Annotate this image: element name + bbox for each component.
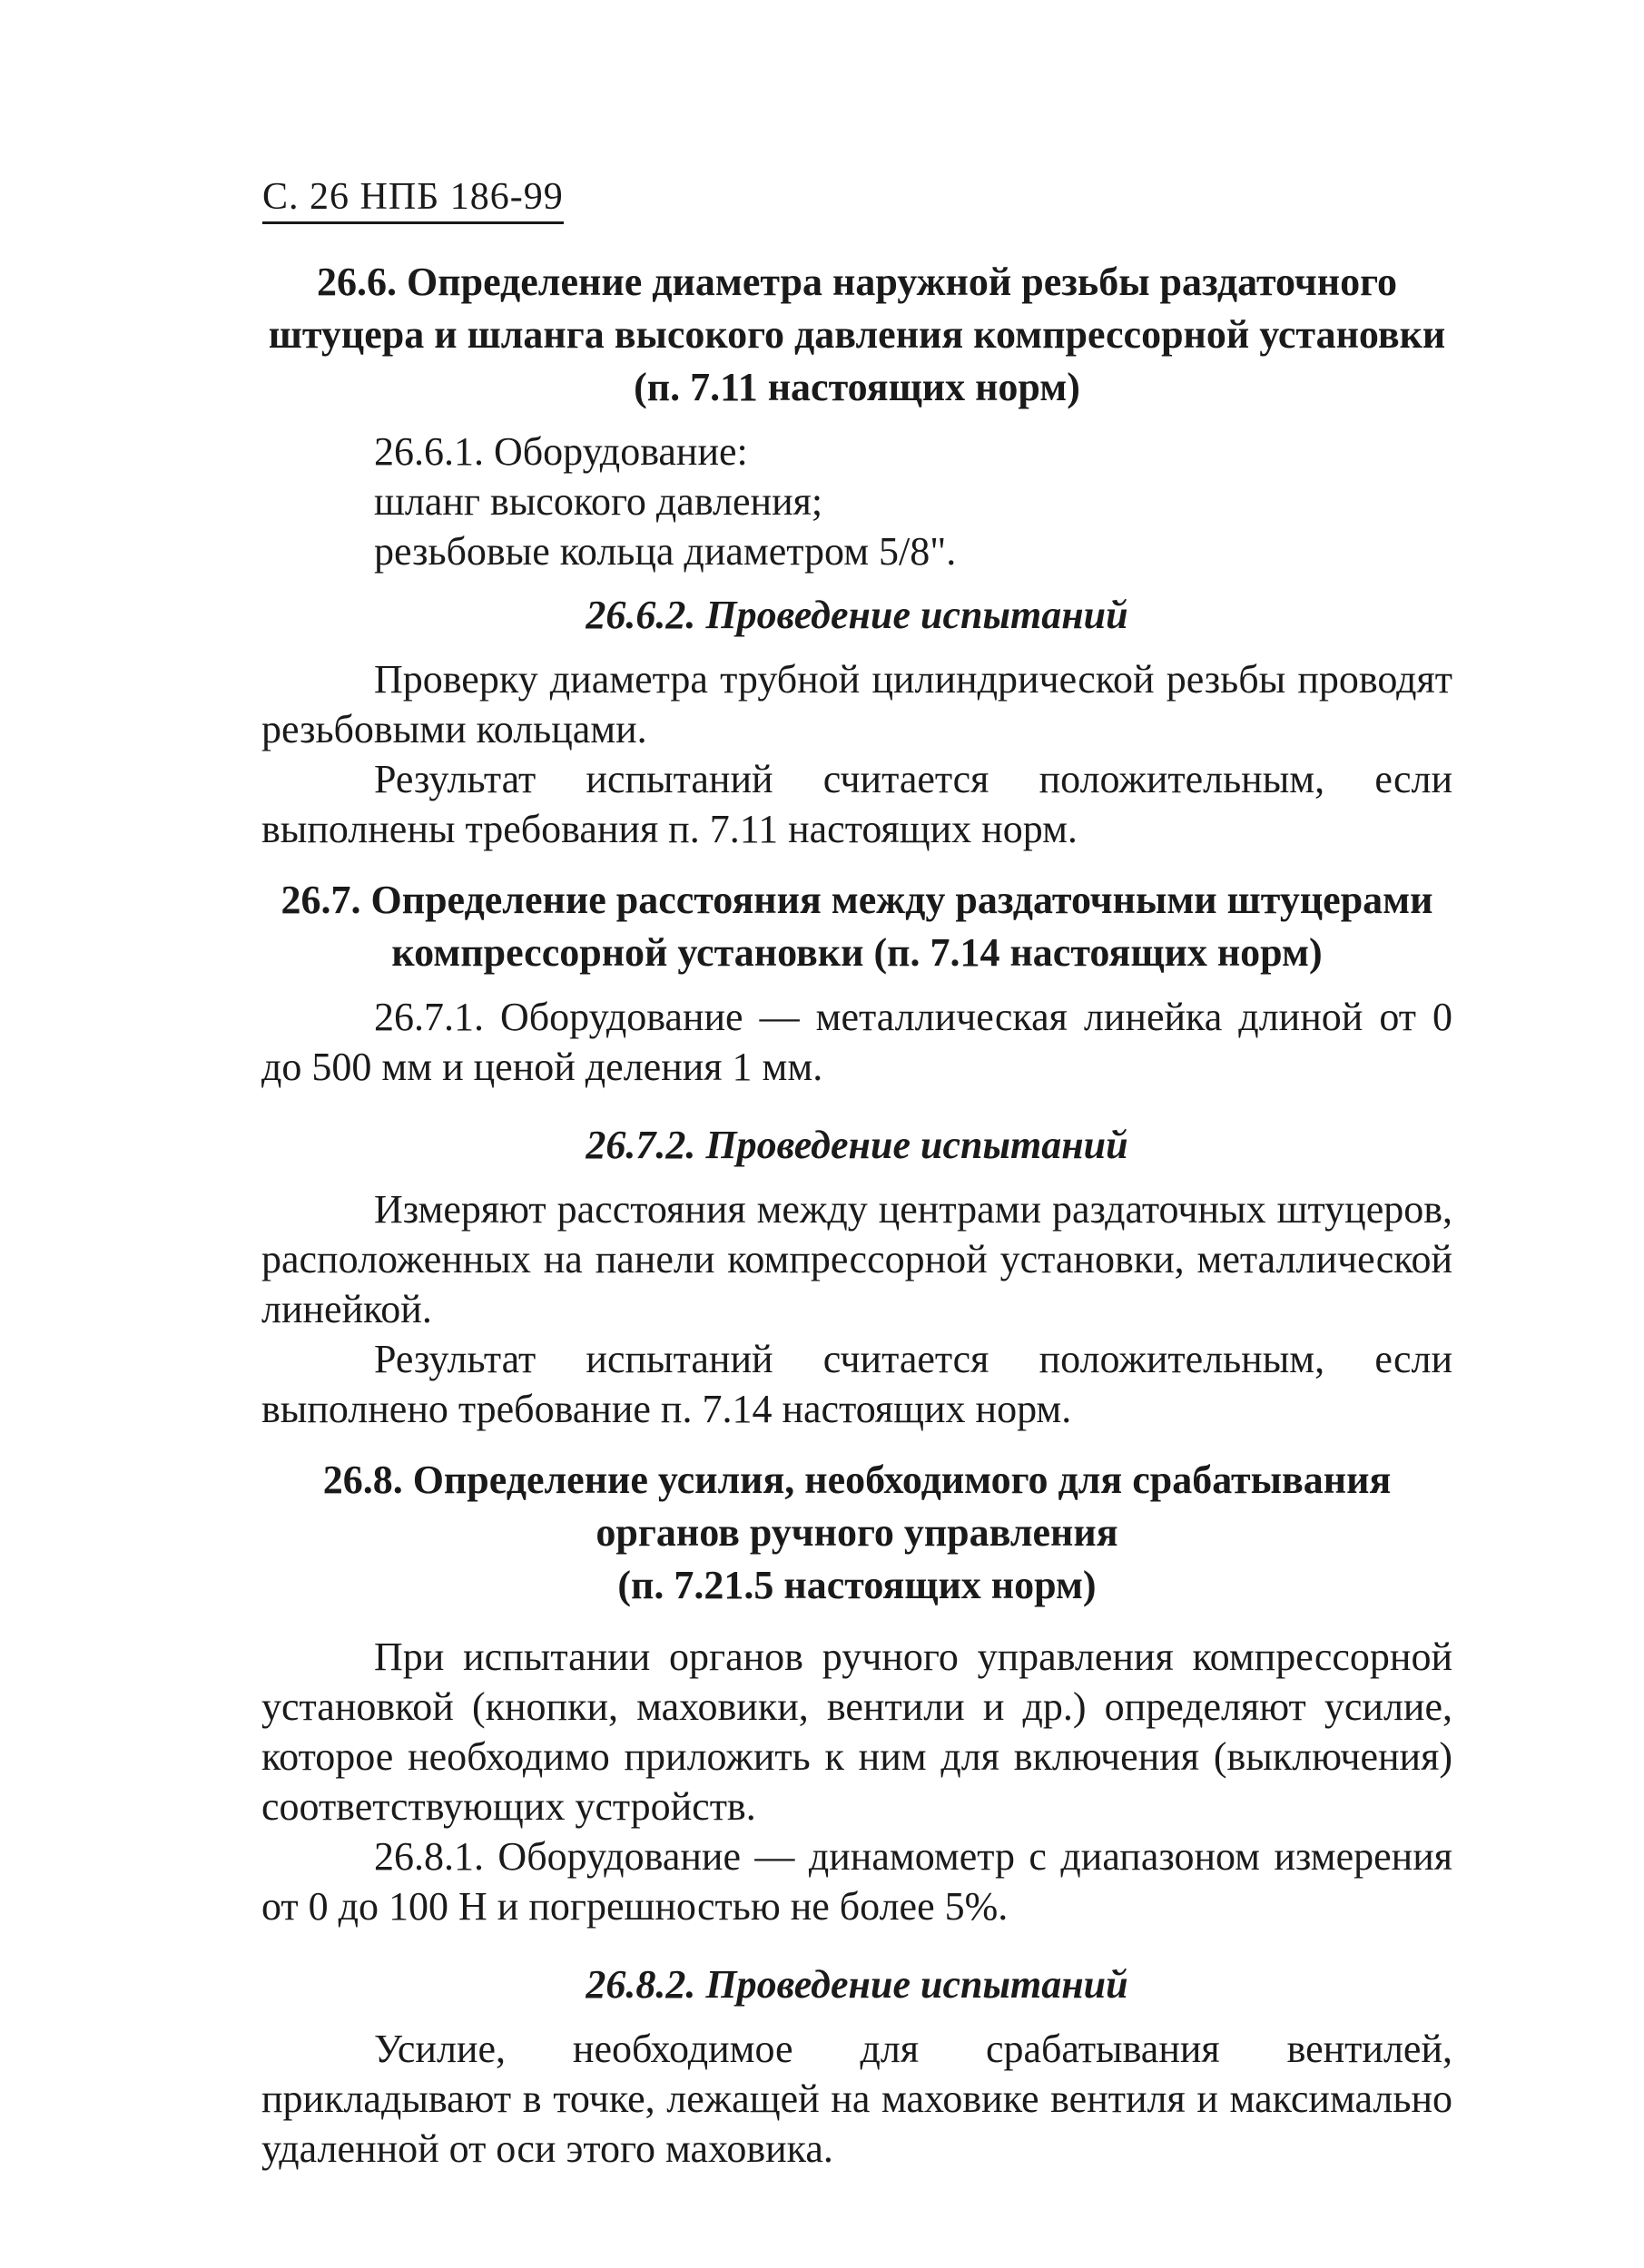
subsection-title: 26.6.2. Проведение испытаний — [586, 593, 1128, 637]
page-content — [261, 256, 1452, 2174]
paragraph: Результат испытаний считается положительным, если выполнены требования п. 7.11 настоящих норм. — [261, 757, 1452, 851]
equipment-paragraph: 26.7.1. Оборудование — металлическая линейка длиной от 0 до 500 мм и ценой деления 1 мм. — [261, 995, 1452, 1089]
section-26-6 — [261, 256, 1452, 854]
paragraph: Измеряют расстояния между центрами раздаточных штуцеров, расположенных на панели компрессорной установки, металлической линейкой. — [261, 1187, 1452, 1331]
equipment-line: резьбовые кольца диаметром 5/8". — [374, 529, 957, 574]
equipment-paragraph: 26.8.1. Оборудование — динамометр с диапазоном измерения от 0 до 100 Н и погрешностью не более 5%. — [261, 1834, 1452, 1929]
section-title-line: штуцера и шланга высокого давления компрессорной установки — [268, 312, 1446, 357]
subsection-title: 26.7.2. Проведение испытаний — [586, 1123, 1128, 1167]
section-title-line: органов ручного управления — [596, 1510, 1118, 1555]
subsection-title: 26.8.2. Проведение испытаний — [586, 1962, 1128, 2007]
section-title-line: 26.6. Определение диаметра наружной резьбы раздаточного — [317, 260, 1397, 304]
section-26-7 — [261, 874, 1452, 1434]
running-head: С. 26 НПБ 186-99 — [262, 174, 564, 224]
section-title-line: 26.8. Определение усилия, необходимого для срабатывания — [322, 1458, 1392, 1502]
paragraph: Проверку диаметра трубной цилиндрической резьбы проводят резьбовыми кольцами. — [261, 657, 1452, 751]
section-title-line: (п. 7.11 настоящих норм) — [634, 365, 1080, 409]
equipment-line: 26.6.1. Оборудование: — [374, 429, 748, 474]
section-title-line: компрессорной установки (п. 7.14 настоящих норм) — [391, 930, 1323, 975]
paragraph: Усилие, необходимое для срабатывания вентилей, прикладывают в точке, лежащей на маховике вентиля и максимально удаленной от оси этого маховика. — [261, 2027, 1452, 2171]
equipment-line: шланг высокого давления; — [374, 479, 823, 524]
paragraph: При испытании органов ручного управления компрессорной установкой (кнопки, маховики, вентили и др.) определяют усилие, которое необходимо приложить к ним для включения (выключения) соответствующих устройств. — [261, 1635, 1452, 1829]
section-title-line: (п. 7.21.5 настоящих норм) — [617, 1563, 1097, 1607]
section-26-8 — [261, 1454, 1452, 2174]
section-title-line: 26.7. Определение расстояния между раздаточными штуцерами — [281, 878, 1433, 922]
paragraph: Результат испытаний считается положительным, если выполнено требование п. 7.14 настоящих норм. — [261, 1337, 1452, 1431]
